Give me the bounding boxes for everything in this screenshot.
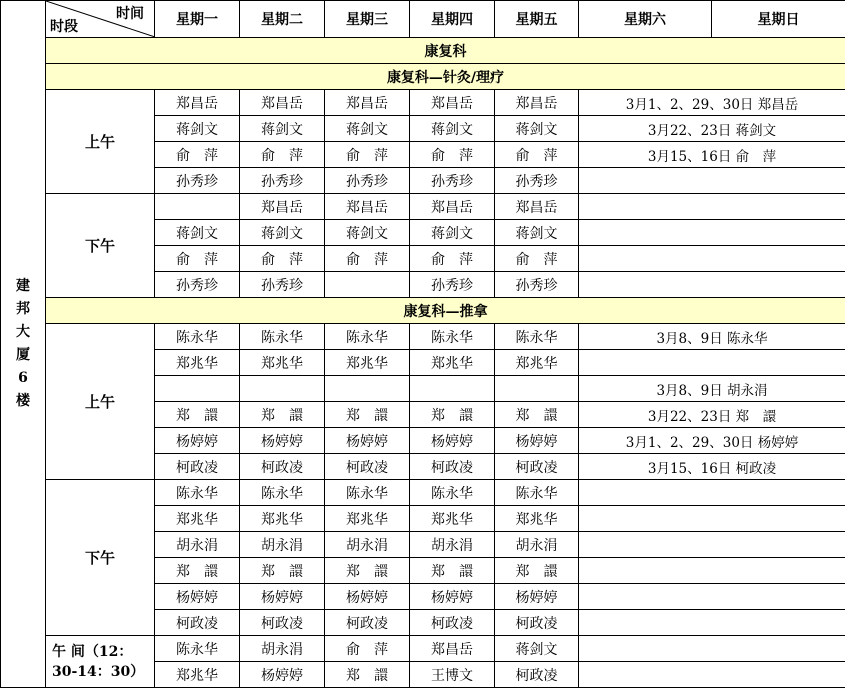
doctor-cell bbox=[495, 376, 579, 402]
day-header-tue: 星期二 bbox=[240, 1, 325, 38]
doctor-cell: 陈永华 bbox=[495, 324, 579, 350]
doctor-cell: 胡永涓 bbox=[410, 532, 495, 558]
weekend-cell bbox=[579, 220, 845, 246]
doctor-cell: 杨婷婷 bbox=[495, 584, 579, 610]
doctor-cell bbox=[410, 376, 495, 402]
doctor-cell: 柯政凌 bbox=[155, 454, 240, 480]
table-row bbox=[1, 324, 845, 350]
table-row bbox=[1, 90, 845, 116]
header-row bbox=[1, 1, 845, 38]
doctor-cell: 郑 譞 bbox=[240, 402, 325, 428]
doctor-cell: 郑 譞 bbox=[410, 558, 495, 584]
doctor-cell: 杨婷婷 bbox=[240, 428, 325, 454]
doctor-cell bbox=[325, 376, 410, 402]
table-row bbox=[1, 636, 845, 662]
doctor-cell: 郑昌岳 bbox=[410, 636, 495, 662]
doctor-cell: 俞 萍 bbox=[155, 142, 240, 168]
doctor-cell: 陈永华 bbox=[325, 324, 410, 350]
doctor-cell: 郑 譞 bbox=[240, 558, 325, 584]
massage-title-row bbox=[1, 298, 845, 324]
doctor-cell: 蒋剑文 bbox=[495, 220, 579, 246]
doctor-cell: 柯政凌 bbox=[410, 610, 495, 636]
doctor-cell: 郑 譞 bbox=[495, 558, 579, 584]
weekend-cell bbox=[579, 584, 845, 610]
doctor-cell bbox=[155, 376, 240, 402]
doctor-cell: 杨婷婷 bbox=[495, 428, 579, 454]
doctor-cell: 蒋剑文 bbox=[240, 116, 325, 142]
doctor-cell: 陈永华 bbox=[240, 324, 325, 350]
weekend-cell bbox=[579, 272, 845, 298]
day-header-wed: 星期三 bbox=[325, 1, 410, 38]
doctor-cell: 郑昌岳 bbox=[325, 90, 410, 116]
weekend-cell: 3月22、23日 郑 譞 bbox=[579, 402, 845, 428]
doctor-cell: 杨婷婷 bbox=[410, 584, 495, 610]
doctor-cell: 柯政凌 bbox=[325, 610, 410, 636]
doctor-cell: 蒋剑文 bbox=[495, 116, 579, 142]
department-title: 康复科 bbox=[46, 38, 845, 64]
doctor-cell: 柯政凌 bbox=[495, 610, 579, 636]
doctor-cell: 柯政凌 bbox=[240, 454, 325, 480]
weekend-cell: 3月15、16日 俞 萍 bbox=[579, 142, 845, 168]
doctor-cell: 郑兆华 bbox=[495, 350, 579, 376]
doctor-cell: 王博文 bbox=[410, 662, 495, 688]
doctor-cell: 孙秀珍 bbox=[240, 168, 325, 194]
doctor-cell: 蒋剑文 bbox=[155, 220, 240, 246]
doctor-cell: 郑昌岳 bbox=[240, 90, 325, 116]
massage-title: 康复科—推拿 bbox=[46, 298, 845, 324]
doctor-cell: 俞 萍 bbox=[495, 246, 579, 272]
weekend-cell: 3月8、9日 胡永涓 bbox=[579, 376, 845, 402]
doctor-cell: 郑昌岳 bbox=[495, 194, 579, 220]
doctor-cell: 郑 譞 bbox=[325, 402, 410, 428]
doctor-cell: 陈永华 bbox=[155, 636, 240, 662]
doctor-cell: 郑 譞 bbox=[410, 402, 495, 428]
doctor-cell: 胡永涓 bbox=[155, 532, 240, 558]
doctor-cell: 陈永华 bbox=[240, 480, 325, 506]
doctor-cell: 杨婷婷 bbox=[155, 428, 240, 454]
doctor-cell: 蒋剑文 bbox=[240, 220, 325, 246]
doctor-cell: 俞 萍 bbox=[325, 636, 410, 662]
doctor-cell: 郑兆华 bbox=[410, 350, 495, 376]
doctor-cell: 郑 譞 bbox=[155, 558, 240, 584]
doctor-cell: 俞 萍 bbox=[410, 246, 495, 272]
doctor-cell: 陈永华 bbox=[410, 324, 495, 350]
weekend-cell bbox=[579, 480, 845, 506]
weekend-cell: 3月22、23日 蒋剑文 bbox=[579, 116, 845, 142]
doctor-cell: 杨婷婷 bbox=[240, 662, 325, 688]
period-afternoon: 下午 bbox=[46, 194, 155, 298]
doctor-cell: 蒋剑文 bbox=[410, 116, 495, 142]
acupuncture-title: 康复科—针灸/理疗 bbox=[46, 64, 845, 90]
weekend-cell bbox=[579, 246, 845, 272]
building-label: 建 邦 大 厦 6 楼 bbox=[16, 278, 30, 409]
doctor-cell: 郑兆华 bbox=[240, 350, 325, 376]
period-afternoon: 下午 bbox=[46, 480, 155, 636]
time-label: 时间 bbox=[116, 6, 144, 22]
doctor-cell: 柯政凌 bbox=[325, 454, 410, 480]
doctor-cell: 柯政凌 bbox=[495, 662, 579, 688]
doctor-cell: 俞 萍 bbox=[325, 246, 410, 272]
weekend-cell: 3月15、16日 柯政凌 bbox=[579, 454, 845, 480]
doctor-cell: 柯政凌 bbox=[495, 454, 579, 480]
weekend-cell: 3月1、2、29、30日 郑昌岳 bbox=[579, 90, 845, 116]
doctor-cell: 蒋剑文 bbox=[325, 116, 410, 142]
doctor-cell: 郑昌岳 bbox=[155, 90, 240, 116]
weekend-cell bbox=[579, 506, 845, 532]
doctor-cell bbox=[325, 272, 410, 298]
doctor-cell: 俞 萍 bbox=[240, 142, 325, 168]
doctor-cell: 蒋剑文 bbox=[495, 636, 579, 662]
doctor-cell: 杨婷婷 bbox=[240, 584, 325, 610]
doctor-cell: 胡永涓 bbox=[240, 636, 325, 662]
table-row bbox=[1, 480, 845, 506]
doctor-cell: 胡永涓 bbox=[325, 532, 410, 558]
doctor-cell: 郑兆华 bbox=[495, 506, 579, 532]
doctor-cell: 郑昌岳 bbox=[410, 90, 495, 116]
doctor-cell: 柯政凌 bbox=[240, 610, 325, 636]
doctor-cell: 郑昌岳 bbox=[410, 194, 495, 220]
doctor-cell bbox=[155, 194, 240, 220]
weekend-cell bbox=[579, 636, 845, 662]
weekend-cell bbox=[579, 168, 845, 194]
doctor-cell: 杨婷婷 bbox=[410, 428, 495, 454]
doctor-cell: 陈永华 bbox=[410, 480, 495, 506]
weekend-cell bbox=[579, 558, 845, 584]
weekend-cell: 3月8、9日 陈永华 bbox=[579, 324, 845, 350]
weekend-cell: 3月1、2、29、30日 杨婷婷 bbox=[579, 428, 845, 454]
period-noon: 午 间（12：30-14：30） bbox=[46, 636, 155, 688]
doctor-cell: 俞 萍 bbox=[495, 142, 579, 168]
doctor-cell: 郑兆华 bbox=[155, 506, 240, 532]
doctor-cell: 郑 譞 bbox=[325, 558, 410, 584]
doctor-cell: 郑兆华 bbox=[155, 662, 240, 688]
weekend-cell bbox=[579, 194, 845, 220]
doctor-cell: 孙秀珍 bbox=[495, 272, 579, 298]
doctor-cell: 胡永涓 bbox=[240, 532, 325, 558]
table-row bbox=[1, 194, 845, 220]
doctor-cell: 蒋剑文 bbox=[325, 220, 410, 246]
doctor-cell: 孙秀珍 bbox=[410, 168, 495, 194]
doctor-cell: 孙秀珍 bbox=[240, 272, 325, 298]
doctor-cell: 郑 譞 bbox=[155, 402, 240, 428]
day-header-mon: 星期一 bbox=[155, 1, 240, 38]
doctor-cell: 孙秀珍 bbox=[325, 168, 410, 194]
weekend-cell bbox=[579, 662, 845, 688]
day-header-sun: 星期日 bbox=[712, 1, 845, 38]
period-morning: 上午 bbox=[46, 324, 155, 480]
acupuncture-title-row bbox=[1, 64, 845, 90]
doctor-cell: 孙秀珍 bbox=[410, 272, 495, 298]
doctor-cell: 陈永华 bbox=[495, 480, 579, 506]
doctor-cell: 杨婷婷 bbox=[325, 428, 410, 454]
doctor-cell: 郑 譞 bbox=[495, 402, 579, 428]
day-header-thu: 星期四 bbox=[410, 1, 495, 38]
doctor-cell: 俞 萍 bbox=[410, 142, 495, 168]
doctor-cell: 胡永涓 bbox=[495, 532, 579, 558]
weekend-cell bbox=[579, 350, 845, 376]
period-morning: 上午 bbox=[46, 90, 155, 194]
period-label: 时段 bbox=[50, 19, 78, 35]
doctor-cell: 孙秀珍 bbox=[495, 168, 579, 194]
doctor-cell: 陈永华 bbox=[155, 480, 240, 506]
doctor-cell: 郑兆华 bbox=[325, 506, 410, 532]
doctor-cell: 陈永华 bbox=[155, 324, 240, 350]
doctor-cell: 郑兆华 bbox=[410, 506, 495, 532]
header-diagonal-cell bbox=[46, 1, 155, 38]
doctor-cell: 郑昌岳 bbox=[240, 194, 325, 220]
doctor-cell: 柯政凌 bbox=[155, 610, 240, 636]
doctor-cell: 杨婷婷 bbox=[155, 584, 240, 610]
doctor-cell: 柯政凌 bbox=[410, 454, 495, 480]
weekend-cell bbox=[579, 610, 845, 636]
department-title-row bbox=[1, 38, 845, 64]
doctor-cell: 俞 萍 bbox=[155, 246, 240, 272]
doctor-cell: 郑 譞 bbox=[325, 662, 410, 688]
doctor-cell: 郑兆华 bbox=[325, 350, 410, 376]
day-header-fri: 星期五 bbox=[495, 1, 579, 38]
doctor-cell: 蒋剑文 bbox=[155, 116, 240, 142]
doctor-cell: 郑昌岳 bbox=[325, 194, 410, 220]
doctor-cell: 孙秀珍 bbox=[155, 168, 240, 194]
doctor-cell: 杨婷婷 bbox=[325, 584, 410, 610]
doctor-cell: 俞 萍 bbox=[240, 246, 325, 272]
building-cell bbox=[1, 1, 46, 688]
doctor-cell bbox=[240, 376, 325, 402]
doctor-cell: 孙秀珍 bbox=[155, 272, 240, 298]
doctor-cell: 郑兆华 bbox=[240, 506, 325, 532]
doctor-cell: 俞 萍 bbox=[325, 142, 410, 168]
doctor-cell: 陈永华 bbox=[325, 480, 410, 506]
day-header-sat: 星期六 bbox=[579, 1, 712, 38]
weekend-cell bbox=[579, 532, 845, 558]
doctor-cell: 蒋剑文 bbox=[410, 220, 495, 246]
doctor-cell: 郑兆华 bbox=[155, 350, 240, 376]
doctor-cell: 郑昌岳 bbox=[495, 90, 579, 116]
